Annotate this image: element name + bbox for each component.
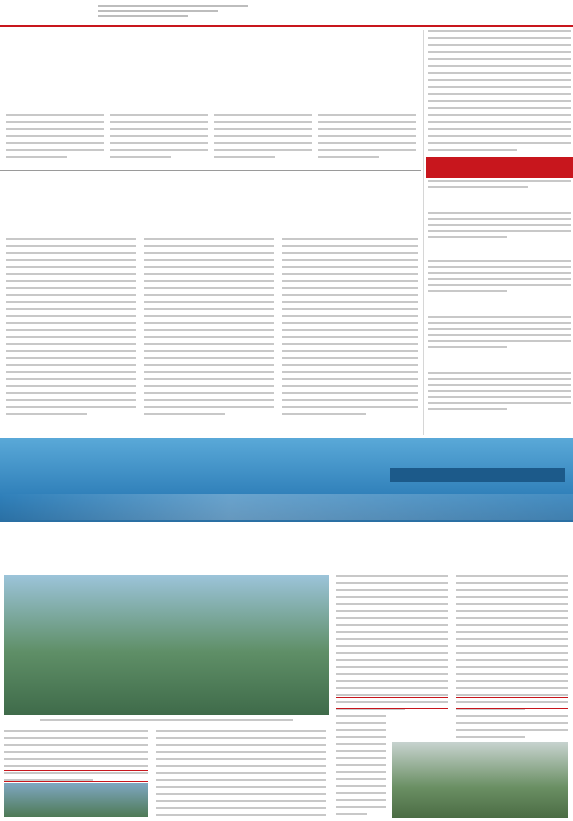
classified-ad xyxy=(428,200,571,242)
lead-body-col-3 xyxy=(214,114,312,163)
yangtze-banner xyxy=(0,438,573,522)
classifieds-contact xyxy=(428,180,571,193)
classified-ad-title xyxy=(428,200,571,212)
lead-body-col-1 xyxy=(6,114,104,163)
feature-col-lower-2 xyxy=(156,730,326,821)
lead-body-col-2 xyxy=(110,114,208,163)
feature-col-1 xyxy=(336,575,448,715)
second-story-col-2 xyxy=(144,238,274,420)
masthead xyxy=(0,0,573,27)
classified-ad xyxy=(428,304,571,352)
banner-subtitle xyxy=(390,468,565,482)
banner-ribbon xyxy=(0,494,573,520)
photo-caption xyxy=(4,716,329,724)
classified-ad xyxy=(428,248,571,296)
river-gorge-photo xyxy=(4,575,329,715)
second-story-col-1 xyxy=(6,238,136,420)
column-divider xyxy=(423,30,424,435)
people-on-river-photo xyxy=(392,742,568,818)
classifieds-header xyxy=(426,157,573,178)
right-column-story xyxy=(428,30,571,156)
second-story-col-3 xyxy=(282,238,418,420)
issue-meta xyxy=(98,5,248,20)
feature-col-2 xyxy=(456,575,568,715)
classified-ad-title xyxy=(428,248,571,260)
divider xyxy=(0,170,421,171)
feature-subhead xyxy=(336,697,448,709)
feature-subhead xyxy=(4,770,148,782)
classified-ad xyxy=(428,360,571,414)
feature-small-photo xyxy=(4,783,148,817)
classified-ad-title xyxy=(428,304,571,316)
feature-subhead xyxy=(456,697,568,709)
classified-ad-title xyxy=(428,360,571,372)
lead-body-col-4 xyxy=(318,114,416,163)
feature-col-lower-3 xyxy=(336,715,386,820)
feature-col-lower-4 xyxy=(456,715,568,743)
